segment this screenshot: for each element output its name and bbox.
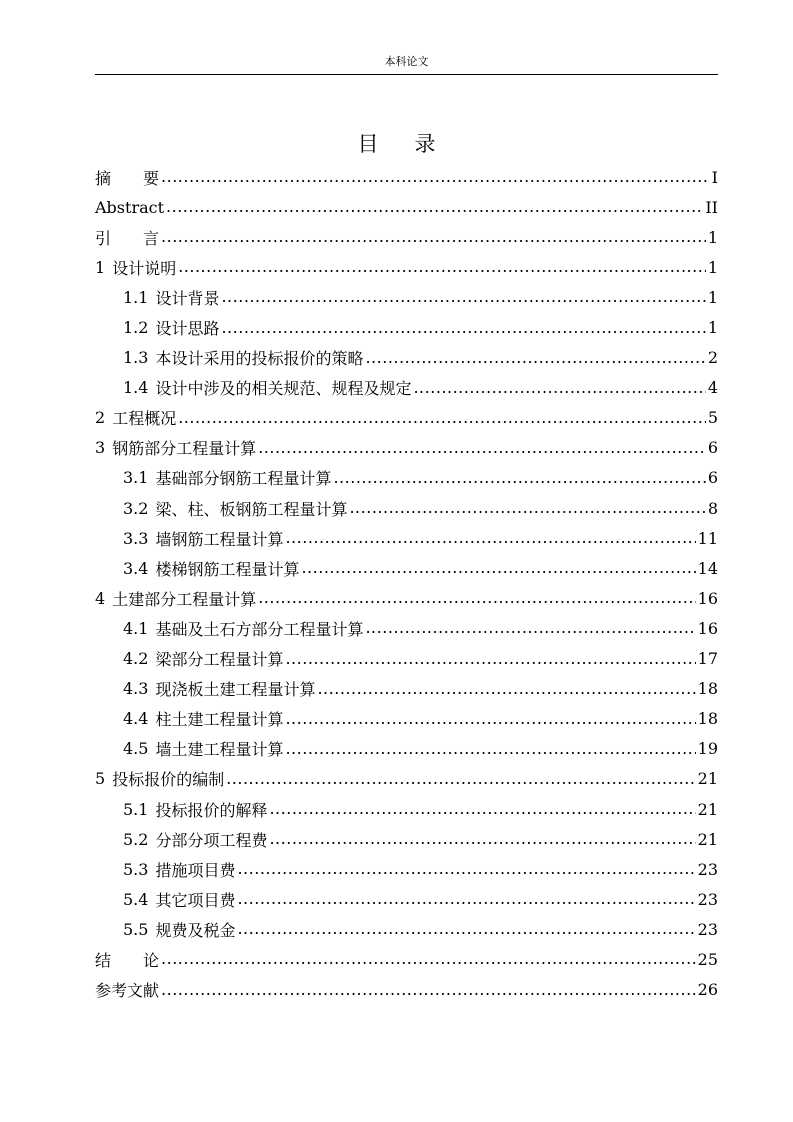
toc-entry-number: 3.2 [123, 498, 149, 518]
toc-dot-leader [413, 379, 705, 397]
toc-entry-label: 墙钢筋工程量计算 [155, 529, 284, 549]
toc-dot-leader [237, 890, 695, 908]
toc-entry-label: Abstract [95, 197, 165, 217]
toc-entry[interactable] [95, 764, 718, 794]
toc-entry-page: 5 [707, 408, 718, 428]
toc-entry-label: 设计思路 [155, 319, 220, 339]
table-of-contents [95, 162, 718, 1005]
toc-entry-page: 1 [707, 318, 718, 338]
toc-entry[interactable] [95, 373, 718, 403]
toc-entry-page: 1 [707, 287, 718, 307]
toc-entry-number: 5.2 [123, 829, 149, 849]
toc-entry-label: 投标报价的编制 [112, 770, 225, 790]
toc-entry-page: 11 [697, 528, 718, 548]
toc-entry-number: 4.2 [123, 649, 149, 669]
toc-entry-label: 引 言 [95, 228, 160, 248]
toc-entry[interactable] [95, 583, 718, 613]
toc-dot-leader [317, 680, 695, 698]
toc-entry-label: 设计说明 [112, 258, 177, 278]
toc-entry[interactable] [95, 674, 718, 704]
toc-entry-number: 5.1 [123, 799, 149, 819]
toc-entry-number: 4.3 [123, 679, 149, 699]
toc-entry-label: 摘 要 [95, 168, 160, 188]
toc-entry-page: 2 [707, 348, 718, 368]
toc-entry-page: 1 [707, 257, 718, 277]
toc-entry-number: 5 [95, 769, 106, 789]
toc-entry-page: 21 [697, 769, 718, 789]
toc-entry-page: 25 [697, 949, 718, 969]
toc-entry[interactable] [95, 162, 718, 192]
toc-entry-label: 设计背景 [155, 288, 220, 308]
toc-entry[interactable] [95, 644, 718, 674]
toc-dot-leader [226, 770, 695, 788]
toc-entry[interactable] [95, 824, 718, 854]
page-header [95, 55, 718, 75]
toc-entry[interactable] [95, 734, 718, 764]
toc-entry-number: 4.4 [123, 709, 149, 729]
toc-entry-label: 设计中涉及的相关规范、规程及规定 [155, 379, 412, 399]
toc-dot-leader [258, 439, 706, 457]
toc-entry-label: 措施项目费 [155, 860, 236, 880]
toc-entry-number: 4.5 [123, 739, 149, 759]
toc-entry-page: 6 [707, 468, 718, 488]
toc-dot-leader [221, 288, 705, 306]
toc-dot-leader [237, 920, 695, 938]
toc-entry-number: 5.5 [123, 919, 149, 939]
toc-dot-leader [285, 740, 695, 758]
toc-title [0, 130, 793, 158]
toc-dot-leader [161, 981, 696, 999]
toc-entry[interactable] [95, 975, 718, 1005]
toc-entry-number: 2 [95, 408, 106, 428]
toc-entry[interactable] [95, 433, 718, 463]
toc-dot-leader [221, 319, 705, 337]
toc-entry[interactable] [95, 463, 718, 493]
toc-entry-number: 3.3 [123, 528, 149, 548]
toc-dot-leader [269, 830, 695, 848]
toc-dot-leader [161, 228, 706, 246]
toc-entry-page: II [705, 197, 718, 217]
toc-dot-leader [285, 650, 695, 668]
toc-entry-page: 14 [697, 558, 718, 578]
toc-entry-page: 18 [697, 709, 718, 729]
toc-entry[interactable] [95, 553, 718, 583]
toc-dot-leader [269, 800, 695, 818]
toc-dot-leader [365, 619, 695, 637]
toc-dot-leader [161, 168, 708, 186]
toc-entry-label: 基础部分钢筋工程量计算 [155, 469, 332, 489]
toc-entry[interactable] [95, 944, 718, 974]
toc-entry-number: 1.1 [123, 287, 149, 307]
toc-entry-number: 3.1 [123, 468, 149, 488]
toc-entry-page: 8 [707, 498, 718, 518]
toc-dot-leader [237, 860, 695, 878]
toc-entry-page: 21 [697, 799, 718, 819]
toc-entry-label: 工程概况 [112, 409, 177, 429]
toc-entry-page: I [711, 167, 718, 187]
toc-dot-leader [258, 589, 695, 607]
toc-dot-leader [285, 710, 695, 728]
toc-dot-leader [178, 409, 706, 427]
toc-dot-leader [166, 198, 703, 216]
toc-entry-label: 梁部分工程量计算 [155, 650, 284, 670]
toc-entry-label: 土建部分工程量计算 [112, 589, 257, 609]
toc-entry-label: 参考文献 [95, 981, 160, 1001]
toc-entry[interactable] [95, 914, 718, 944]
toc-entry-number: 1.4 [123, 378, 149, 398]
toc-entry-number: 5.4 [123, 889, 149, 909]
toc-entry-page: 23 [697, 859, 718, 879]
toc-dot-leader [365, 349, 705, 367]
toc-entry[interactable] [95, 312, 718, 342]
page-header-text: 本科论文 [384, 55, 429, 68]
toc-dot-leader [349, 499, 705, 517]
toc-entry[interactable] [95, 493, 718, 523]
toc-entry-page: 16 [697, 618, 718, 638]
toc-entry[interactable] [95, 523, 718, 553]
toc-entry-number: 1.2 [123, 318, 149, 338]
toc-entry-label: 楼梯钢筋工程量计算 [155, 559, 300, 579]
toc-entry-label: 柱土建工程量计算 [155, 710, 284, 730]
toc-entry-label: 本设计采用的投标报价的策略 [155, 349, 364, 369]
toc-entry-page: 23 [697, 889, 718, 909]
toc-entry-number: 5.3 [123, 859, 149, 879]
toc-entry-label: 分部分项工程费 [155, 830, 268, 850]
toc-dot-leader [161, 950, 696, 968]
toc-entry-label: 钢筋部分工程量计算 [112, 439, 257, 459]
toc-entry[interactable] [95, 794, 718, 824]
toc-entry-page: 18 [697, 679, 718, 699]
toc-entry-page: 19 [697, 739, 718, 759]
toc-entry-number: 1.3 [123, 348, 149, 368]
toc-entry-label: 墙土建工程量计算 [155, 740, 284, 760]
toc-entry-page: 21 [697, 829, 718, 849]
toc-entry-number: 4.1 [123, 618, 149, 638]
toc-entry[interactable] [95, 192, 718, 222]
toc-entry-page: 4 [707, 378, 718, 398]
toc-entry[interactable] [95, 884, 718, 914]
toc-entry-label: 投标报价的解释 [155, 800, 268, 820]
toc-entry-number: 3.4 [123, 558, 149, 578]
toc-title-left: 目 [357, 132, 379, 156]
toc-entry[interactable] [95, 222, 718, 252]
toc-entry-page: 16 [697, 588, 718, 608]
toc-entry-page: 26 [697, 980, 718, 1000]
toc-entry[interactable] [95, 613, 718, 643]
toc-entry-page: 1 [707, 227, 718, 247]
toc-entry-label: 结 论 [95, 950, 160, 970]
toc-entry[interactable] [95, 704, 718, 734]
toc-entry[interactable] [95, 343, 718, 373]
toc-entry-page: 6 [707, 438, 718, 458]
toc-title-right: 录 [414, 132, 436, 156]
toc-entry-number: 3 [95, 438, 106, 458]
toc-dot-leader [178, 258, 706, 276]
toc-dot-leader [301, 559, 695, 577]
toc-entry[interactable] [95, 252, 718, 282]
toc-entry-page: 23 [697, 919, 718, 939]
toc-entry[interactable] [95, 282, 718, 312]
toc-entry-label: 规费及税金 [155, 920, 236, 940]
toc-entry-number: 4 [95, 588, 106, 608]
toc-entry[interactable] [95, 854, 718, 884]
toc-entry-label: 现浇板土建工程量计算 [155, 680, 316, 700]
toc-entry-label: 其它项目费 [155, 890, 236, 910]
toc-entry-label: 梁、柱、板钢筋工程量计算 [155, 499, 348, 519]
toc-dot-leader [333, 469, 705, 487]
toc-entry-label: 基础及土石方部分工程量计算 [155, 619, 364, 639]
toc-dot-leader [285, 529, 695, 547]
toc-entry-page: 17 [697, 649, 718, 669]
toc-entry[interactable] [95, 403, 718, 433]
toc-entry-number: 1 [95, 257, 106, 277]
